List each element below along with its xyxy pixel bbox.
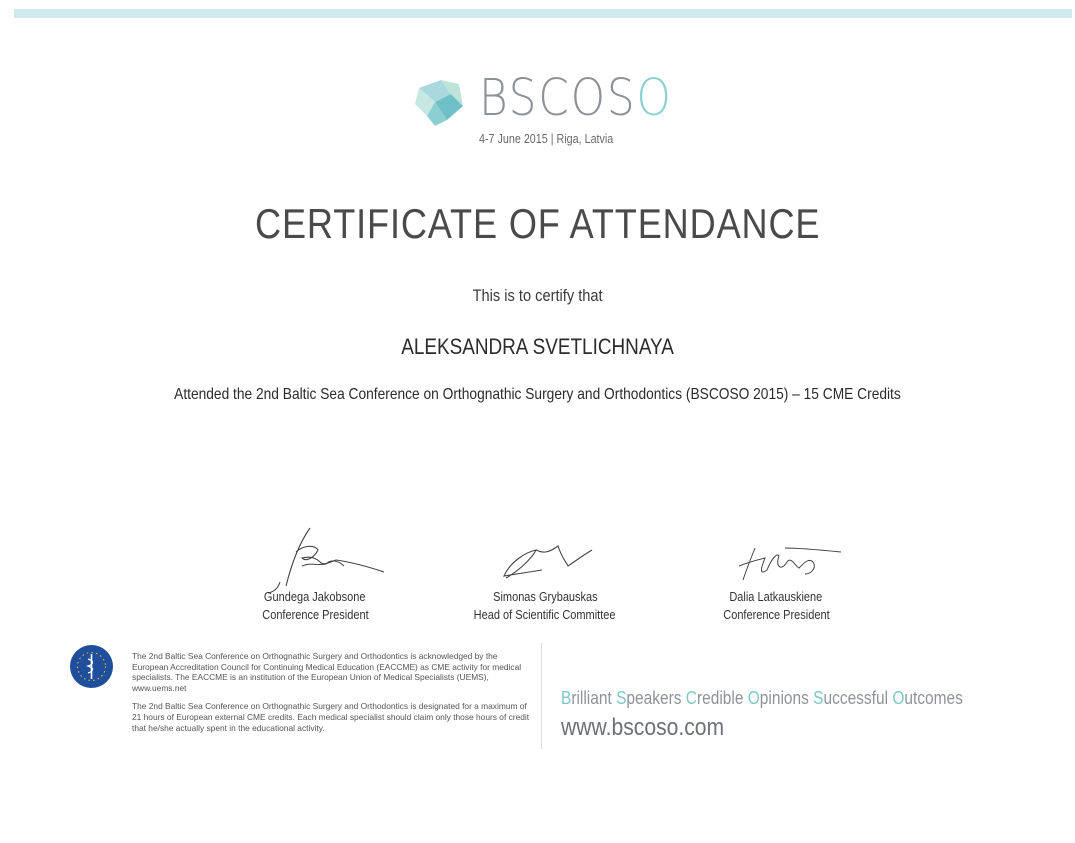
bscoso-logo <box>413 69 673 160</box>
faceted-crystal-icon <box>413 76 469 128</box>
signatory-role: Conference President <box>261 608 369 622</box>
footer-divider <box>541 643 542 749</box>
tagline-initial: S <box>616 688 627 708</box>
tagline-word-rest: utcomes <box>904 688 963 708</box>
website-url: www.bscoso.com <box>561 714 725 741</box>
event-date-location: 4-7 June 2015 | Riga, Latvia <box>479 132 614 146</box>
signature-block-2 <box>445 522 645 624</box>
signatory-name: Dalia Latkauskiene <box>729 590 823 604</box>
signatory-role: Head of Scientific Committee <box>474 608 616 622</box>
signatory-role: Conference President <box>722 608 830 622</box>
certificate-title: CERTIFICATE OF ATTENDANCE <box>254 200 821 247</box>
attendance-statement: Attended the 2nd Baltic Sea Conference on Orthognathic Surgery and Orthodontics (BSCOSO 2015) – 15 CME Credits <box>174 386 901 403</box>
handwritten-signature-1 <box>240 522 390 594</box>
tagline-initial: O <box>747 688 760 708</box>
tagline-word-rest: rilliant <box>571 688 617 708</box>
tagline-word-rest: uccessful <box>823 688 893 708</box>
tagline-word-rest: peakers <box>626 688 686 708</box>
uems-logo-icon <box>69 644 114 689</box>
accreditation-notice <box>132 651 532 741</box>
tagline-initial: S <box>813 688 824 708</box>
accreditation-notice-1: The 2nd Baltic Sea Conference on Orthognathic Surgery and Orthodontics is acknowledged by the European Accreditation Council for Continuing Medical Education (EACCME) as CME activity for medical specialists. The EACCME is an institution of the European Union of Medical Specialists (UEMS), www.uems.net <box>132 651 522 693</box>
tagline-initial: B <box>561 688 572 708</box>
signatory-name: Simonas Grybauskas <box>492 590 598 604</box>
handwritten-signature-3 <box>701 522 851 594</box>
signature-block-3 <box>676 522 876 624</box>
tagline-word-rest: redible <box>696 688 748 708</box>
accreditation-notice-2: The 2nd Baltic Sea Conference on Orthognathic Surgery and Orthodontics is designated for a maximum of 21 hours of European external CME credits. Each medical specialist should claim only those hours of credit that he/she actually spent in the educational activity. <box>132 701 530 733</box>
signature-block-1 <box>215 522 415 624</box>
signatory-name: Gundega Jakobsone <box>264 590 366 604</box>
tagline-initial: O <box>892 688 905 708</box>
tagline-initial: C <box>685 688 697 708</box>
tagline-word-rest: pinions <box>759 688 814 708</box>
recipient-name: ALEKSANDRA SVETLICHNAYA <box>401 334 674 359</box>
certify-line: This is to certify that <box>472 286 603 305</box>
top-decorative-band <box>14 9 1072 18</box>
handwritten-signature-2 <box>470 522 620 594</box>
conference-tagline <box>561 688 963 709</box>
logo-wordmark: BSCOSO <box>479 69 673 128</box>
